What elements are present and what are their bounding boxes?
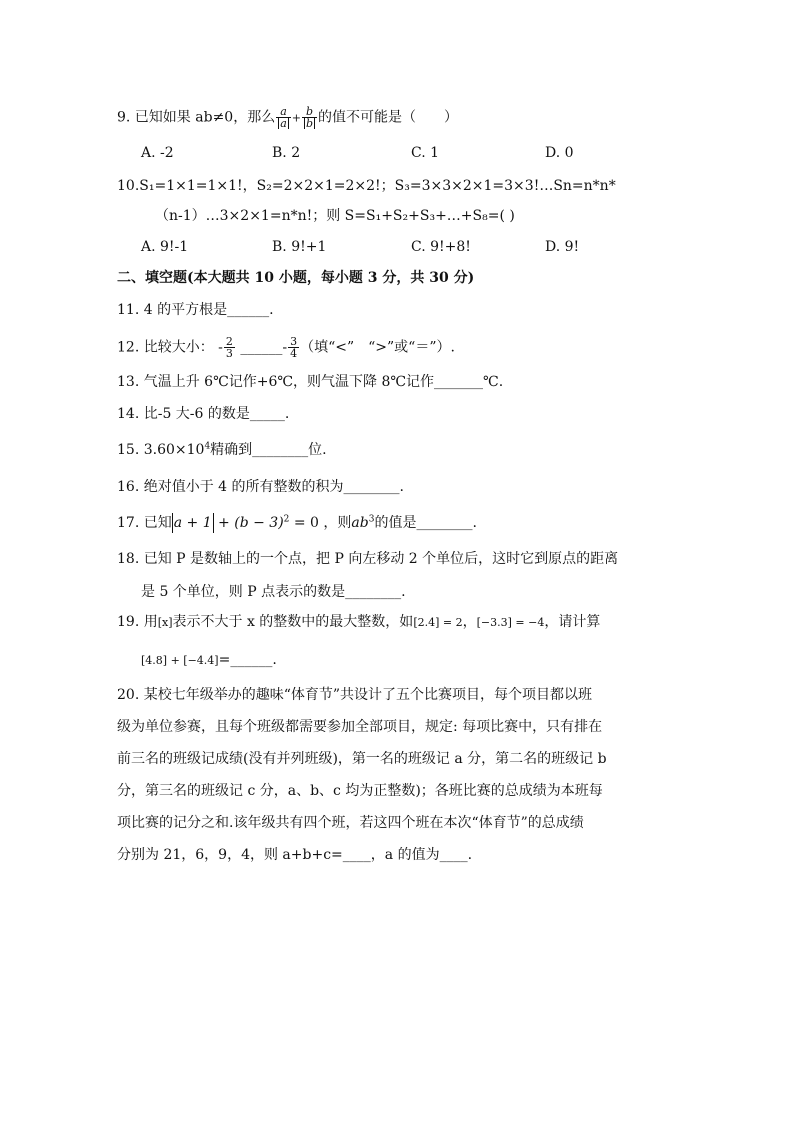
question-17	[117, 513, 477, 533]
q12-f1-num: 2	[225, 335, 233, 348]
q17-expr: ab	[351, 515, 369, 531]
q12-fraction-2	[288, 336, 299, 359]
q19-example-1: [2.4] = 2	[413, 616, 463, 629]
q19-answer-blank: =______.	[218, 652, 277, 668]
q12-f2-num: 3	[290, 335, 298, 348]
q19-example-2: [−3.3] = −4	[476, 616, 545, 629]
q19-prefix: 19. 用	[117, 614, 158, 630]
q10-option-d: D. 9!	[545, 239, 580, 255]
q12-mid: ______-	[235, 339, 288, 356]
q9-frac2-num: b	[306, 105, 314, 118]
q9-frac2-abs: b	[306, 117, 314, 130]
q9-option-d: D. 0	[545, 145, 574, 161]
question-18-line1: 18. 已知 P 是数轴上的一个点，把 P 向左移动 2 个单位后，这时它到原点的距离	[117, 551, 619, 567]
question-15	[117, 440, 327, 460]
q12-suffix: （填“<” “>”或“＝”）.	[300, 339, 455, 356]
q15-prefix: 15. 3.60×10	[117, 442, 205, 458]
question-12	[117, 336, 455, 359]
question-14: 14. 比-5 大-6 的数是_____.	[117, 406, 290, 422]
q19-bracket-x: [x]	[157, 616, 173, 629]
q9-option-a: A. -2	[141, 145, 174, 161]
q9-frac2-den	[302, 117, 317, 129]
question-20-line2: 级为单位参赛，且每个班级都需要参加全部项目，规定: 每项比赛中，只有排在	[117, 719, 603, 735]
question-18-line2: 是 5 个单位，则 P 点表示的数是________.	[141, 584, 406, 600]
q10-option-b: B. 9!+1	[272, 239, 327, 255]
q9-fraction-a	[276, 106, 291, 129]
question-10-line2: （n-1）…3×2×1=n*n!；则 S=S₁+S₂+S₃+…+S₈=( )	[155, 208, 515, 224]
q12-fraction-1	[224, 336, 235, 359]
q9-frac1-num: a	[280, 105, 287, 118]
question-20-line6: 分别为 21，6，9，4，则 a+b+c=____，a 的值为____.	[117, 847, 473, 863]
q19-expression: [4.8] + [−4.4]	[141, 654, 219, 667]
q17-equals: = 0 ，则	[289, 515, 352, 531]
question-20-line4: 分，第三名的班级记 c 分，a、b、c 均为正整数)；各班比赛的总成绩为本班每	[117, 783, 603, 799]
q10-option-a: A. 9!-1	[141, 239, 189, 255]
q9-plus: +	[291, 111, 301, 125]
question-20-line3: 前三名的班级记成绩(没有并列班级)，第一名的班级记 a 分，第二名的班级记 b	[117, 751, 607, 767]
question-10-line1: 10.S₁=1×1=1×1!，S₂=2×2×1=2×2!；S₃=3×3×2×1=3×3!…Sn=n*n*	[117, 178, 616, 194]
q17-mid: + (b − 3)	[213, 515, 284, 531]
section-2-title: 二、填空题(本大题共 10 小题，每小题 3 分，共 30 分)	[117, 270, 475, 286]
q17-prefix: 17. 已知	[117, 515, 172, 531]
q9-option-c: C. 1	[411, 145, 440, 161]
question-19-line2	[141, 650, 277, 671]
q9-frac1-abs: a	[280, 117, 287, 130]
q17-exponent: 2	[283, 514, 290, 525]
q15-exponent: 4	[204, 441, 211, 452]
q15-suffix: 精确到________位.	[210, 442, 327, 458]
question-11: 11. 4 的平方根是______.	[117, 302, 274, 318]
q10-option-c: C. 9!+8!	[411, 239, 471, 255]
q9-prefix: 9. 已知如果 ab≠0，那么	[117, 109, 276, 126]
q17-suffix: 的值是________.	[374, 515, 477, 531]
q9-frac1-den	[276, 117, 291, 129]
question-9	[117, 106, 458, 129]
q17-expr-exponent: 3	[368, 514, 375, 525]
question-16: 16. 绝对值小于 4 的所有整数的积为________.	[117, 479, 404, 495]
question-20-line5: 项比赛的记分之和.该年级共有四个班，若这四个班在本次“体育节”的总成绩	[117, 815, 584, 831]
q19-separator: ，	[462, 614, 477, 630]
q9-fraction-b	[302, 106, 317, 129]
question-13: 13. 气温上升 6℃记作+6℃，则气温下降 8℃记作_______℃.	[117, 374, 504, 390]
q9-option-b: B. 2	[272, 145, 301, 161]
q19-suffix: ，请计算	[544, 614, 601, 630]
question-20-line1: 20. 某校七年级举办的趣味“体育节”共设计了五个比赛项目，每个项目都以班	[117, 687, 593, 703]
q12-prefix: 12. 比较大小： -	[117, 339, 223, 356]
q12-f1-den: 3	[225, 347, 233, 360]
question-19-line1	[117, 612, 600, 633]
q19-mid: 表示不大于 x 的整数中的最大整数，如	[172, 614, 414, 630]
q17-abs-value: a + 1	[173, 515, 212, 531]
q12-f2-den: 4	[290, 347, 298, 360]
q9-suffix: 的值不可能是（ ）	[318, 109, 459, 126]
